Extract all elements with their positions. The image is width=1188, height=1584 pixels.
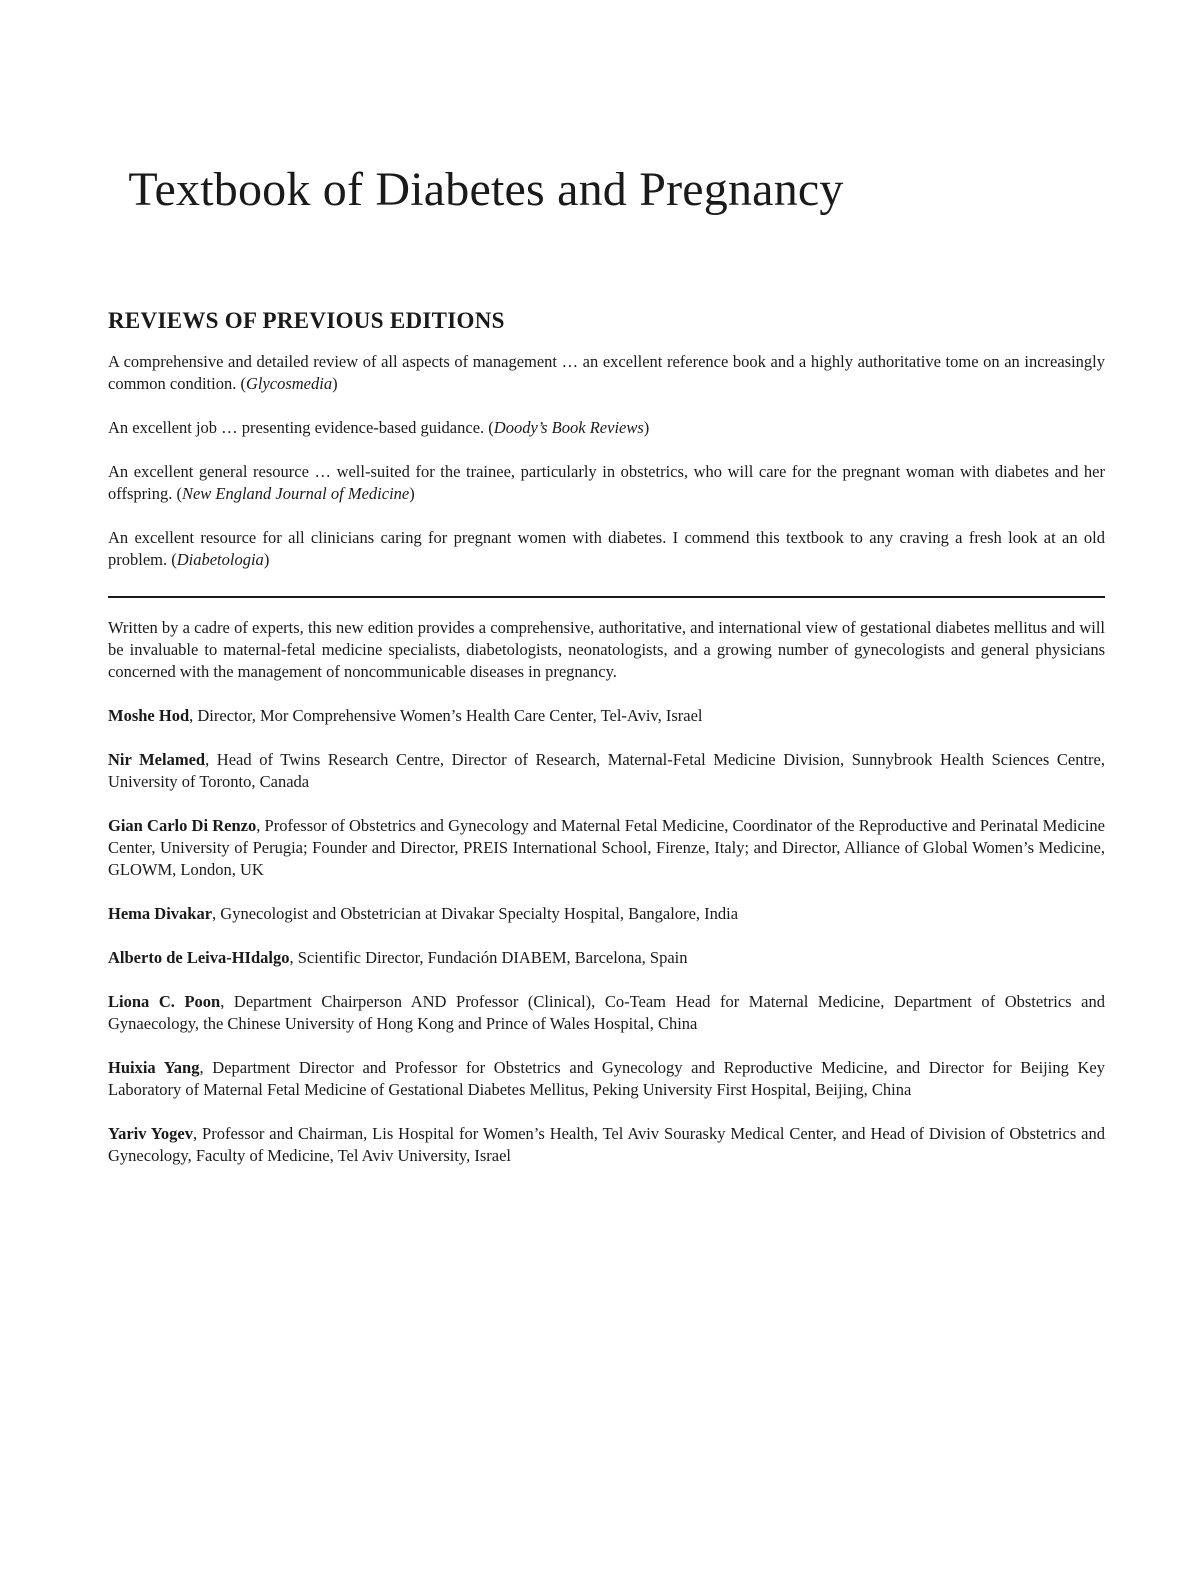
section-divider [108, 596, 1105, 598]
editor-entry [108, 903, 1105, 925]
editor-entry [108, 991, 1105, 1035]
review-text: An excellent general resource … well-suited for the trainee, particularly in obstetrics, who will care for the pregnant woman with diabetes and her offspring. ( [108, 462, 1105, 503]
review-close: ) [332, 374, 338, 393]
editor-entry [108, 947, 1105, 969]
book-description: Written by a cadre of experts, this new edition provides a comprehensive, authoritative, and international view of gestational diabetes mellitus and will be invaluable to maternal-fetal medicine specialists, diabetologists, neonatologists, and a growing number of gynecologists and general physicians concerned with the management of noncommunicable diseases in pregnancy. [108, 618, 1105, 681]
editor-name: Huixia Yang [108, 1058, 200, 1077]
editor-affiliation: , Head of Twins Research Centre, Director of Research, Maternal-Fetal Medicine Division, Sunnybrook Health Sciences Centre, University of Toronto, Canada [108, 750, 1105, 791]
review-item [108, 351, 1105, 395]
editor-affiliation: , Department Chairperson AND Professor (Clinical), Co-Team Head for Maternal Medicine, Department of Obstetrics and Gynaecology, the Chinese University of Hong Kong and Prince of Wales Hospital, China [108, 992, 1105, 1033]
editor-affiliation: , Professor and Chairman, Lis Hospital for Women’s Health, Tel Aviv Sourasky Medical Center, and Head of Division of Obstetrics and Gynecology, Faculty of Medicine, Tel Aviv University, Israel [108, 1124, 1105, 1165]
editor-entry [108, 1123, 1105, 1167]
review-close: ) [409, 484, 415, 503]
review-source: Diabetologia [176, 550, 264, 569]
review-text: An excellent job … presenting evidence-based guidance. ( [108, 418, 494, 437]
editor-entry [108, 1057, 1105, 1101]
review-item [108, 527, 1105, 571]
editor-entry [108, 815, 1105, 881]
editor-affiliation: , Department Director and Professor for Obstetrics and Gynecology and Reproductive Medicine, and Director for Beijing Key Laboratory of Maternal Fetal Medicine of Gestational Diabetes Mellitus, Peking University First Hospital, Beijing, China [108, 1058, 1105, 1099]
editor-entry [108, 749, 1105, 793]
editor-name: Moshe Hod [108, 706, 190, 725]
review-source: New England Journal of Medicine [181, 484, 410, 503]
editor-name: Yariv Yogev [108, 1124, 193, 1143]
editor-entry [108, 705, 1105, 727]
editor-name: Hema Divakar [108, 904, 213, 923]
review-close: ) [263, 550, 270, 569]
editor-name: Alberto de Leiva-HIdalgo [108, 948, 290, 967]
book-title: Textbook of Diabetes and Pregnancy [128, 163, 844, 216]
editor-name: Liona C. Poon [108, 992, 221, 1011]
editor-affiliation: , Scientific Director, Fundación DIABEM, Barcelona, Spain [289, 948, 688, 967]
book-description-section [108, 617, 1105, 1189]
editor-affiliation: , Gynecologist and Obstetrician at Divakar Specialty Hospital, Bangalore, India [212, 904, 739, 923]
review-close: ) [643, 418, 650, 437]
review-item [108, 417, 1105, 439]
review-item [108, 461, 1105, 505]
reviews-list [108, 351, 1105, 593]
review-source: Glycosmedia [245, 374, 333, 393]
review-source: Doody’s Book Reviews [493, 418, 644, 437]
review-text: An excellent resource for all clinicians caring for pregnant women with diabetes. I commend this textbook to any craving a fresh look at an old problem. ( [108, 528, 1105, 569]
editor-name: Gian Carlo Di Renzo [108, 816, 257, 835]
reviews-heading: REVIEWS OF PREVIOUS EDITIONS [108, 308, 505, 333]
editor-affiliation: , Director, Mor Comprehensive Women’s Health Care Center, Tel-Aviv, Israel [189, 706, 703, 725]
editor-name: Nir Melamed [108, 750, 206, 769]
review-text: A comprehensive and detailed review of all aspects of management … an excellent reference book and a highly authoritative tome on an increasingly common condition. ( [108, 352, 1105, 393]
editor-affiliation: , Professor of Obstetrics and Gynecology and Maternal Fetal Medicine, Coordinator of the Reproductive and Perinatal Medicine Center, University of Perugia; Founder and Director, PREIS International School, Firenze, Italy; and Director, Alliance of Global Women’s Medicine, GLOWM, London, UK [108, 816, 1105, 879]
